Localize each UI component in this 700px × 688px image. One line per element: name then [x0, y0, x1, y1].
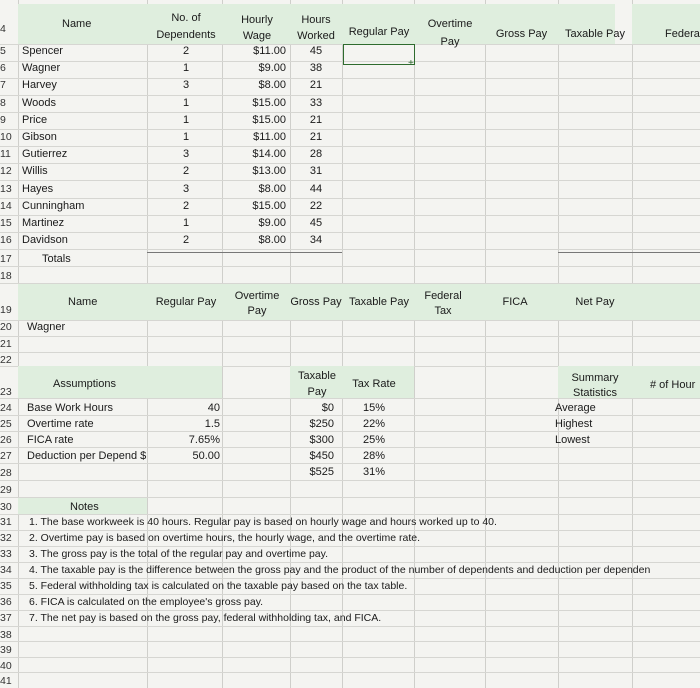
row-number: 15 — [0, 217, 12, 229]
header-overtime-2: Pay — [440, 36, 460, 48]
row-number: 8 — [0, 96, 6, 109]
employee-wage[interactable]: $8.00 — [258, 79, 286, 92]
employee-wage[interactable]: $14.00 — [252, 148, 286, 161]
header-regular-pay: Regular Pay — [348, 26, 410, 38]
tax-rate[interactable]: 15% — [362, 402, 386, 414]
second-header-taxable: Taxable Pay — [349, 296, 409, 308]
employee-wage[interactable]: $15.00 — [252, 199, 286, 212]
row-number: 24 — [0, 402, 12, 414]
employee-name[interactable]: Cunningham — [22, 199, 85, 212]
employee-wage[interactable]: $11.00 — [253, 45, 286, 57]
employee-dependents[interactable]: 2 — [182, 234, 190, 247]
employee-hours[interactable]: 21 — [309, 131, 323, 143]
row-number: 11 — [0, 148, 11, 161]
employee-dependents[interactable]: 1 — [182, 131, 190, 143]
employee-hours[interactable]: 28 — [309, 148, 323, 161]
row-number: 26 — [0, 434, 12, 446]
employee-name[interactable]: Martinez — [22, 217, 65, 229]
row-number: 23 — [0, 386, 12, 398]
tax-header-taxable-2: Pay — [307, 386, 327, 398]
tax-header-taxable-1: Taxable — [298, 370, 336, 382]
second-header-gross: Gross Pay — [290, 296, 342, 308]
row-number: 40 — [0, 660, 12, 672]
row-number: 37 — [0, 612, 12, 624]
employee-hours[interactable]: 31 — [309, 165, 323, 178]
employee-dependents[interactable]: 1 — [182, 217, 190, 229]
summary-title-1: Summary — [571, 372, 619, 384]
second-header-federal-1: Federal — [424, 290, 462, 302]
tax-pay[interactable]: $250 — [309, 418, 334, 430]
employee-name[interactable]: Harvey — [22, 79, 57, 92]
row-number: 20 — [0, 321, 12, 333]
employee-wage[interactable]: $8.00 — [258, 182, 286, 195]
employee-hours[interactable]: 22 — [309, 199, 323, 212]
header-taxable-pay: Taxable Pay — [565, 28, 625, 40]
tax-rate[interactable]: 31% — [362, 466, 386, 478]
row-number: 27 — [0, 450, 12, 462]
row-number: 5 — [0, 45, 6, 57]
note-text: 3. The gross pay is the total of the regular pay and overtime pay. — [29, 548, 329, 560]
assumptions-header-band — [18, 366, 222, 398]
assumption-value[interactable]: 7.65% — [188, 434, 220, 446]
second-header-fica: FICA — [502, 296, 528, 308]
employee-wage[interactable]: $13.00 — [252, 165, 286, 178]
row-number: 18 — [0, 270, 12, 282]
note-text: 5. Federal withholding tax is calculated on the taxable pay based on the tax table. — [29, 580, 408, 592]
summary-title-2: Statistics — [572, 387, 617, 399]
second-header-name: Name — [68, 296, 98, 308]
employee-hours[interactable]: 38 — [309, 62, 323, 75]
row-number: 36 — [0, 596, 12, 608]
employee-hours[interactable]: 21 — [309, 79, 323, 92]
tax-header-rate: Tax Rate — [352, 378, 396, 390]
employee-name[interactable]: Price — [22, 113, 48, 126]
row-number: 4 — [0, 23, 6, 35]
header-overtime-1: Overtime — [427, 18, 473, 30]
employee-hours[interactable]: 34 — [309, 234, 323, 247]
row-number: 6 — [0, 62, 6, 75]
summary-stat-label: Highest — [555, 418, 593, 430]
notes-title: Notes — [70, 501, 99, 513]
employee-dependents[interactable]: 3 — [182, 182, 190, 195]
summary-hours-header: # of Hour — [650, 379, 696, 391]
assumption-value[interactable]: 1.5 — [204, 418, 220, 430]
note-text: 6. FICA is calculated on the employee's gross pay. — [29, 596, 264, 608]
row-number: 22 — [0, 354, 12, 366]
header-hours-2: Worked — [297, 30, 335, 42]
row-number: 32 — [0, 532, 12, 544]
tax-rate[interactable]: 25% — [362, 434, 386, 446]
tax-pay[interactable]: $450 — [309, 450, 334, 462]
row-number: 21 — [0, 338, 12, 350]
assumption-label[interactable]: Deduction per Depend $ — [27, 450, 147, 462]
header-dependents-1: No. of — [171, 12, 201, 24]
employee-hours[interactable]: 45 — [309, 217, 323, 229]
summary-stat-label: Lowest — [555, 434, 590, 446]
row-number: 28 — [0, 467, 12, 479]
header-federal: Federa — [665, 28, 700, 40]
header-gross-pay: Gross Pay — [495, 28, 548, 40]
row-number: 14 — [0, 199, 12, 212]
row-number: 30 — [0, 501, 12, 513]
header-hours-1: Hours — [301, 14, 331, 26]
employee-name[interactable]: Hayes — [22, 182, 54, 195]
employee-dependents[interactable]: 2 — [182, 45, 190, 57]
row-number: 16 — [0, 234, 12, 247]
note-text: 1. The base workweek is 40 hours. Regular pay is based on hourly wage and hours worked up to 40. — [29, 516, 497, 528]
employee-name[interactable]: Spencer — [22, 45, 63, 57]
employee-wage[interactable]: $11.00 — [253, 131, 286, 143]
employee-wage[interactable]: $8.00 — [258, 234, 286, 247]
row-number: 9 — [0, 113, 6, 126]
row-number: 13 — [0, 182, 12, 195]
row-number: 38 — [0, 629, 12, 641]
assumption-label[interactable]: FICA rate — [27, 434, 74, 446]
employee-dependents[interactable]: 3 — [182, 148, 190, 161]
row-number: 31 — [0, 516, 12, 528]
note-text: 4. The taxable pay is the difference between the gross pay and the product of the number of dependents and deduction per dependen — [29, 564, 651, 576]
employee-dependents[interactable]: 2 — [182, 165, 190, 178]
row-number: 7 — [0, 79, 6, 92]
employee-name[interactable]: Gibson — [22, 131, 57, 143]
employee-hours[interactable]: 44 — [309, 182, 323, 195]
second-header-net: Net Pay — [575, 296, 615, 308]
row-number: 34 — [0, 564, 12, 576]
second-header-federal-2: Tax — [434, 305, 452, 317]
header-name: Name — [62, 18, 92, 30]
employee-wage[interactable]: $15.00 — [252, 96, 286, 109]
assumption-label[interactable]: Overtime rate — [27, 418, 94, 430]
employee-wage[interactable]: $15.00 — [252, 113, 286, 126]
row-number: 33 — [0, 548, 12, 560]
assumption-label[interactable]: Base Work Hours — [27, 402, 113, 414]
employee-dependents[interactable]: 1 — [182, 113, 190, 126]
employee-name[interactable]: Willis — [22, 165, 48, 178]
tax-rate[interactable]: 22% — [362, 418, 386, 430]
selected-cell[interactable] — [343, 44, 415, 65]
note-text: 7. The net pay is based on the gross pay, federal withholding tax, and FICA. — [29, 612, 382, 624]
employee-name[interactable]: Woods — [22, 96, 57, 109]
employee-name[interactable]: Gutierrez — [22, 148, 68, 161]
header-dependents-2: Dependents — [156, 29, 216, 41]
tax-pay[interactable]: $300 — [309, 434, 334, 446]
row-number: 29 — [0, 484, 12, 496]
employee-dependents[interactable]: 2 — [182, 199, 190, 212]
employee-name[interactable]: Wagner — [22, 62, 61, 75]
row-number: 39 — [0, 644, 12, 656]
row-number: 35 — [0, 580, 12, 592]
totals-label: Totals — [42, 253, 71, 265]
tax-rate[interactable]: 28% — [362, 450, 386, 462]
second-header-overtime-1: Overtime — [234, 290, 280, 302]
second-header-regular: Regular Pay — [155, 296, 217, 308]
row-number: 25 — [0, 418, 12, 430]
note-text: 2. Overtime pay is based on overtime hours, the hourly wage, and the overtime rate. — [29, 532, 421, 544]
assumption-value[interactable]: 50.00 — [192, 450, 220, 462]
row-number: 19 — [0, 304, 12, 316]
employee-name[interactable]: Davidson — [22, 234, 68, 247]
second-header-overtime-2: Pay — [247, 305, 267, 317]
employee-hours[interactable]: 45 — [309, 45, 323, 57]
row-number: 12 — [0, 165, 12, 178]
employee-dependents[interactable]: 3 — [182, 79, 190, 92]
header-wage-1: Hourly — [241, 14, 273, 26]
second-row-name[interactable]: Wagner — [27, 321, 66, 333]
header-wage-2: Wage — [242, 30, 272, 42]
assumptions-title: Assumptions — [53, 378, 116, 390]
employee-hours[interactable]: 21 — [309, 113, 323, 126]
row-number: 17 — [0, 253, 12, 265]
tax-pay[interactable]: $0 — [321, 402, 334, 414]
fill-handle-icon[interactable]: + — [408, 58, 414, 69]
employee-dependents[interactable]: 1 — [182, 62, 190, 75]
row-number: 41 — [0, 675, 12, 687]
employee-wage[interactable]: $9.00 — [258, 217, 286, 229]
employee-hours[interactable]: 33 — [309, 96, 323, 109]
tax-pay[interactable]: $525 — [309, 466, 334, 478]
employee-wage[interactable]: $9.00 — [258, 62, 286, 75]
row-number: 10 — [0, 131, 12, 143]
assumption-value[interactable]: 40 — [207, 402, 220, 414]
summary-stat-label: Average — [555, 402, 596, 414]
employee-dependents[interactable]: 1 — [182, 96, 190, 109]
